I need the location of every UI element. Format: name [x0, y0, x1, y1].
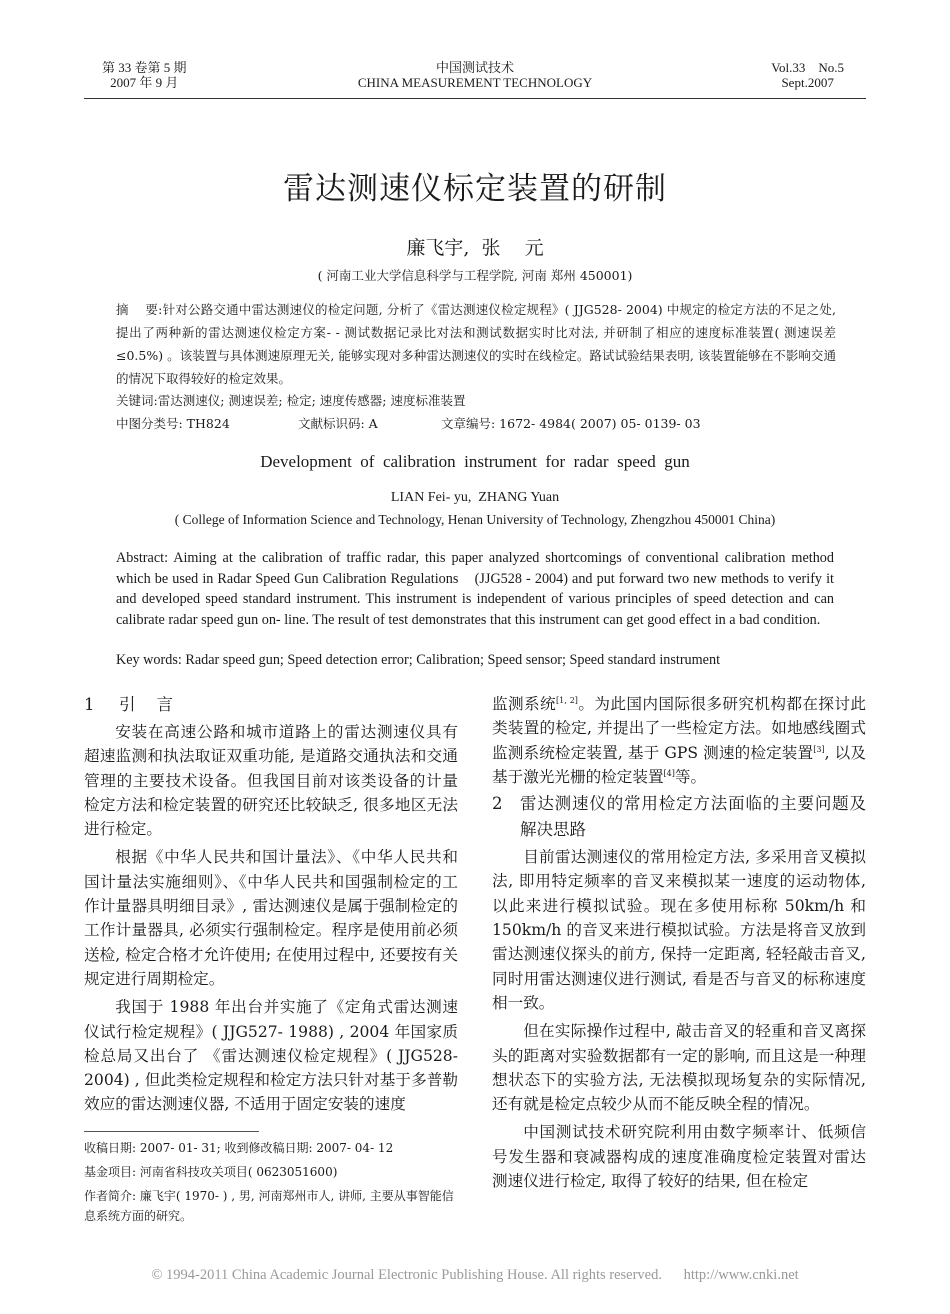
- article-number: 文章编号: 1672- 4984( 2007) 05- 0139- 03: [441, 416, 701, 431]
- paper-title-cn: 雷达测速仪标定装置的研制: [283, 171, 667, 207]
- citation-4: [4]: [663, 768, 675, 778]
- affiliation-cn: ( 河南工业大学信息科学与工程学院, 河南 郑州 450001): [317, 268, 633, 283]
- section-1-title: 引 言: [119, 695, 173, 714]
- section-2-heading: [492, 791, 866, 843]
- journal-cn: 中国测试技术: [435, 60, 514, 75]
- citation-3: [3]: [813, 744, 825, 754]
- keywords-cn-label: 关键词:: [116, 393, 158, 408]
- citation-1-2: [1, 2]: [556, 695, 578, 705]
- footnote-fund: 基金项目: 河南省科技攻关项目( 0623051600): [84, 1165, 338, 1179]
- section-2-title: 雷达测速仪的常用检定方法面临的主要问题及解决思路: [520, 794, 866, 840]
- paragraph-7: 中国测试技术研究院利用由数字频率计、低频信号发生器和衰减器构成的速度准确度检定装置对雷达测速仪进行检定, 取得了较好的结果, 但在检定: [492, 1123, 866, 1191]
- paragraph-6: 但在实际操作过程中, 敲击音叉的轻重和音叉离探头的距离对实验数据都有一定的影响, 而且这是一种理想状态下的实验方法, 无法模拟现场复杂的实际情况, 还有就是检定点较少从而不能反映全程的情况。: [492, 1022, 866, 1114]
- keywords-cn-text: 雷达测速仪; 测速误差; 检定; 速度传感器; 速度标准装置: [157, 393, 466, 408]
- abstract-cn-label: 摘 要:: [116, 302, 163, 317]
- abstract-cn-text: 针对公路交通中雷达测速仪的检定问题, 分析了《雷达测速仪检定规程》( JJG528- 2004) 中规定的检定方法的不足之处, 提出了两种新的雷达测速仪检定方案- - 测试数据记录比对法和测试数据实时比对法, 并研制了相应的速度标准装置( 测速误差≤0.5%) 。该装置与具体测速原理无关, 能够实现对多种雷达测速仪的实时在线检定。路试试验结果表明, 该装置能够在不影响交通的情况下取得较好的检定效果。: [116, 302, 837, 386]
- footnote-received: 收稿日期: 2007- 01- 31; 收到修改稿日期: 2007- 04- 12: [84, 1141, 394, 1155]
- paragraph-2: 根据《中华人民共和国计量法》、《中华人民共和国计量法实施细则》、《中华人民共和国强制检定的工作计量器具明细目录》, 雷达测速仪是属于强制检定的工作计量器具, 必须实行强制检定。程序是使用前必须送检, 检定合格才允许使用; 在使用过程中, 还要按有关规定进行周期检定。: [84, 848, 458, 988]
- authors-en: LIAN Fei- yu, ZHANG Yuan: [390, 490, 560, 505]
- paragraph-1: 安装在高速公路和城市道路上的雷达测速仪具有超速监测和执法取证双重功能, 是道路交通执法和交通管理的主要技术设备。但我国目前对该类设备的计量检定方法和检定装置的研究还比较缺乏, 很多地区无法进行检定。: [84, 723, 458, 839]
- section-1-heading: [84, 692, 458, 718]
- paragraph-3: 我国于 1988 年出台并实施了《定角式雷达测速仪试行检定规程》( JJG527- 1988) , 2004 年国家质检总局又出台了 《雷达测速仪检定规程》( JJG528- 2004) , 但此类检定规程和检定方法只针对基于多普勒效应的雷达测速仪器, 不适用于固定安装的速度: [84, 998, 458, 1114]
- paragraph-5: 目前雷达测速仪的常用检定方法, 多采用音叉模拟法, 即用特定频率的音叉来模拟某一速度的运动物体, 以此来进行模拟试验。现在多使用标称 50km/h 和 150km/h 的音叉来进行模拟试验。方法是将音叉放到雷达测速仪探头的前方, 保持一定距离, 轻轻敲击音叉, 同时用雷达测速仪进行测试, 看是否与音叉的标称速度相一致。: [492, 848, 866, 1012]
- footnotes: [84, 1136, 458, 1226]
- paragraph-4-part-a: 监测系统: [492, 695, 557, 713]
- keywords-en: [116, 650, 834, 670]
- keywords-en-text: Radar speed gun; Speed detection error; Calibration; Speed sensor; Speed standard instrument: [181, 652, 721, 668]
- header-right: [771, 60, 844, 90]
- date-en: Sept.2007: [781, 75, 834, 90]
- cnki-url[interactable]: http://www.cnki.net: [683, 1267, 799, 1283]
- affiliation-en: ( College of Information Science and Technology, Henan University of Technology, Zhengzhou 450001 China): [174, 512, 776, 527]
- paragraph-4-part-c: , 以及基于激光光栅的检定装置: [492, 743, 866, 786]
- volume-cn: 第 33 卷第 5 期: [102, 60, 187, 75]
- abstract-cn: [116, 298, 836, 390]
- paragraph-4-part-d: 等。: [674, 767, 707, 786]
- copyright-text: © 1994-2011 China Academic Journal Electronic Publishing House. All rights reserved.: [151, 1267, 662, 1283]
- body-left-column: [84, 692, 458, 1117]
- keywords-cn: [116, 391, 836, 411]
- section-1-number: 1: [84, 695, 95, 714]
- paper-title-en: Development of calibration instrument for radar speed gun: [260, 452, 690, 471]
- footnote-author-bio: 作者简介: 廉飞宇( 1970- ) , 男, 河南郑州市人, 讲师, 主要从事智能信息系统方面的研究。: [84, 1189, 454, 1223]
- authors-cn: 廉飞宇, 张 元: [406, 237, 544, 259]
- document-code: 文献标识码: A: [298, 416, 378, 431]
- abstract-en: [116, 548, 838, 630]
- abstract-en-text: Aiming at the calibration of traffic radar, this paper analyzed shortcomings of conventional calibration method which be used in Radar Speed Gun Calibration Regulations (JJG528 - 2004) and put forward two new methods to verify it and developed speed standard instrument. This instrument is independent of various principles of speed detection and can calibrate radar speed gun on- line. The result of test demonstrates that this instrument can get good effect in a bad condition.: [116, 550, 838, 628]
- body-right-column: [492, 692, 866, 1193]
- keywords-en-label: Key words:: [116, 652, 182, 668]
- clc-number: 中图分类号: TH824: [116, 416, 230, 431]
- running-header: [84, 60, 866, 99]
- copyright-footer: [0, 1267, 950, 1284]
- abstract-en-label: Abstract:: [116, 550, 169, 566]
- footnote-divider: [84, 1131, 259, 1132]
- date-cn: 2007 年 9 月: [110, 75, 179, 90]
- journal-en: CHINA MEASUREMENT TECHNOLOGY: [357, 75, 593, 90]
- header-center: [84, 60, 866, 90]
- section-2-number: 2: [492, 794, 503, 814]
- volume-en: Vol.33 No.5: [771, 60, 844, 75]
- paragraph-4-part-b: 。为此国内国际很多研究机构都在探讨此类装置的检定, 并提出了一些检定方法。如地感线圈式监测系统检定装置, 基于 GPS 测速的检定装置: [492, 695, 866, 762]
- paragraph-4: [492, 692, 866, 789]
